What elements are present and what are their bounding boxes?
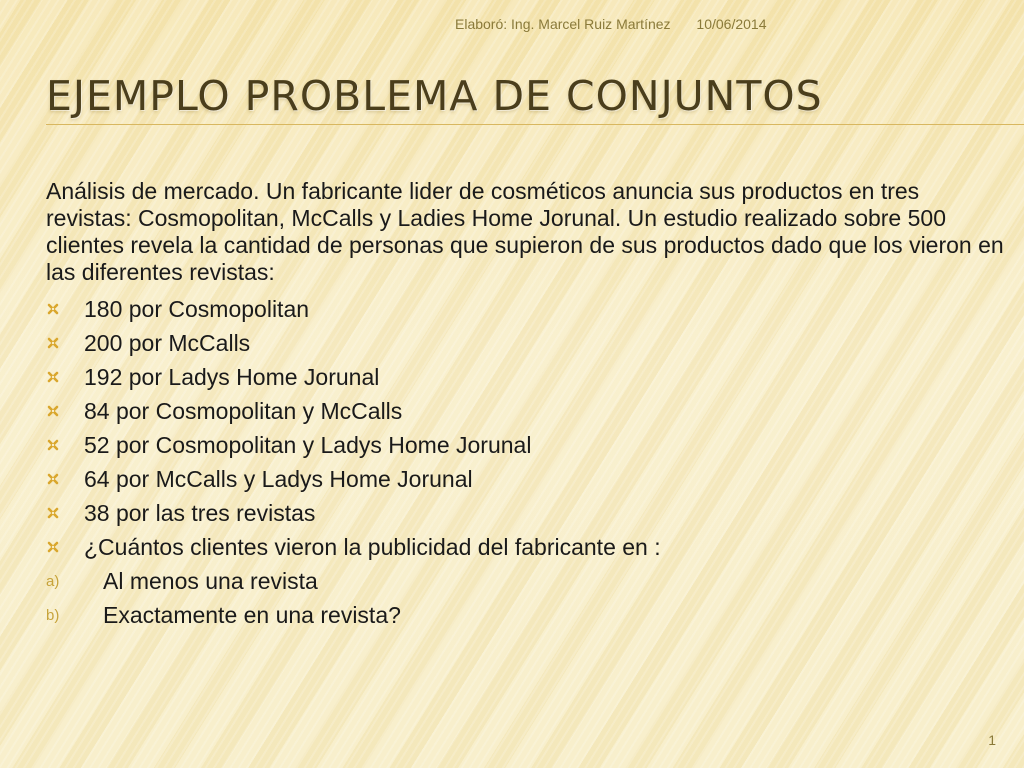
x-mark-icon bbox=[46, 473, 84, 485]
sub-question-item bbox=[46, 564, 1006, 598]
x-mark-icon bbox=[46, 507, 84, 519]
list-item-text: 52 por Cosmopolitan y Ladys Home Jorunal bbox=[84, 431, 532, 458]
slide-content bbox=[46, 178, 1006, 632]
page-number: 1 bbox=[988, 732, 996, 748]
slide-footer bbox=[455, 16, 767, 32]
sub-question-text: Exactamente en una revista? bbox=[103, 601, 401, 628]
list-item bbox=[46, 428, 1006, 462]
list-item-text: 38 por las tres revistas bbox=[84, 499, 316, 526]
list-item bbox=[46, 360, 1006, 394]
date-text: 10/06/2014 bbox=[696, 16, 767, 32]
list-item bbox=[46, 326, 1006, 360]
list-item-text: 180 por Cosmopolitan bbox=[84, 295, 310, 322]
sub-question-text: Al menos una revista bbox=[103, 567, 318, 594]
sub-question-marker: b) bbox=[46, 606, 60, 624]
list-item bbox=[46, 394, 1006, 428]
slide-title: EJEMPLO PROBLEMA DE CONJUNTOS bbox=[46, 72, 823, 120]
x-mark-icon bbox=[46, 439, 84, 451]
list-item bbox=[46, 292, 1006, 326]
sub-question-marker: a) bbox=[46, 572, 60, 590]
title-divider bbox=[46, 124, 1024, 125]
sub-question-list bbox=[46, 564, 1006, 632]
list-item bbox=[46, 496, 1006, 530]
list-item-text: 192 por Ladys Home Jorunal bbox=[84, 363, 380, 390]
x-mark-icon bbox=[46, 303, 84, 315]
x-mark-icon bbox=[46, 371, 84, 383]
list-item-text: 200 por McCalls bbox=[84, 329, 251, 356]
list-item-text: ¿Cuántos clientes vieron la publicidad del fabricante en : bbox=[84, 533, 661, 560]
x-mark-icon bbox=[46, 405, 84, 417]
intro-paragraph: Análisis de mercado. Un fabricante lider de cosméticos anuncia sus productos en tres revistas: Cosmopolitan, McCalls y Ladies Home Jorunal. Un estudio realizado sobre 500 clientes revela la cantidad de personas que supieron de sus productos dado que los vieron en las diferentes revistas: bbox=[46, 178, 1004, 285]
author-text: Elaboró: Ing. Marcel Ruiz Martínez bbox=[455, 16, 671, 32]
sub-question-item bbox=[46, 598, 1006, 632]
list-item-text: 64 por McCalls y Ladys Home Jorunal bbox=[84, 465, 473, 492]
list-item bbox=[46, 530, 1006, 564]
list-item-text: 84 por Cosmopolitan y McCalls bbox=[84, 397, 403, 424]
list-item bbox=[46, 462, 1006, 496]
x-mark-icon bbox=[46, 337, 84, 349]
bullet-list bbox=[46, 292, 1006, 564]
x-mark-icon bbox=[46, 541, 84, 553]
